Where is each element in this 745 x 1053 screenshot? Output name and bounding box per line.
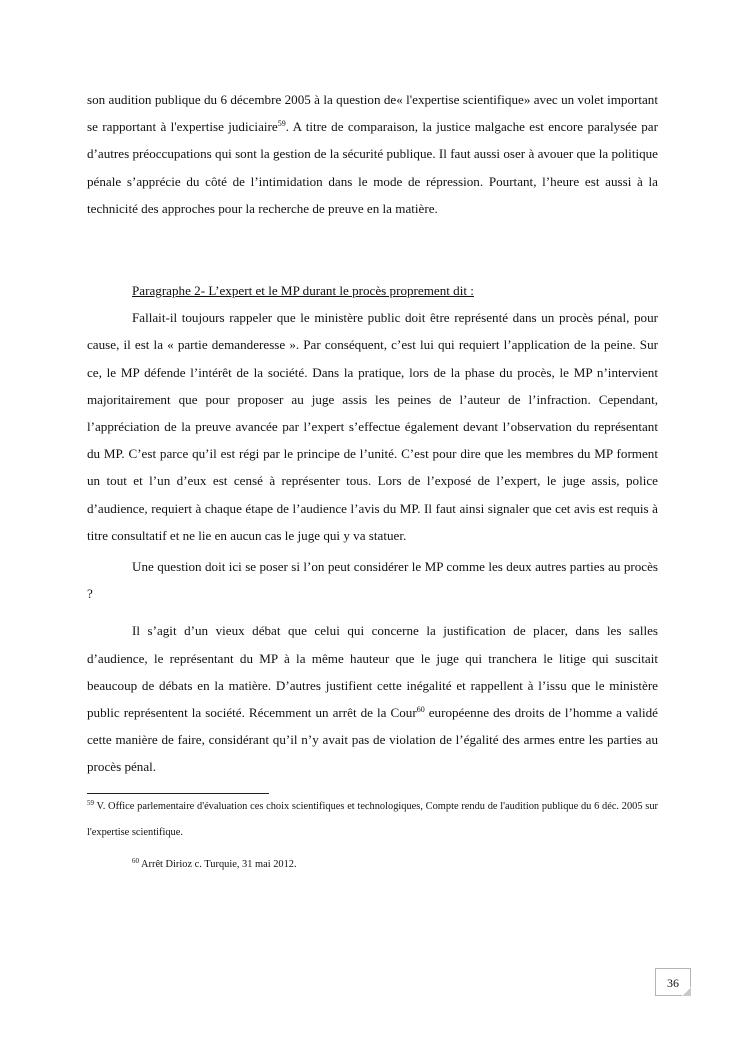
footnote-60-number: 60 bbox=[132, 856, 139, 865]
section-heading-text: Paragraphe 2- L’expert et le MP durant le procès proprement dit : bbox=[132, 283, 474, 299]
footnote-59-number: 59 bbox=[87, 798, 94, 807]
paragraph-debate-text-a: Il s’agit d’un vieux débat que celui qui concerne la justification de placer, dans les salles d’audience, le représentant du MP à la même hauteur que le juge qui tranchera le litige qui suscitait beaucoup de débats en la matière. D’autres justifient cette inégalité et rappellent à l’issu que le ministère public représentent la société. Récemment un arrêt de la Cour bbox=[87, 623, 658, 721]
footnote-ref-60[interactable]: 60 bbox=[416, 705, 425, 715]
paragraph-spacer bbox=[87, 607, 658, 617]
footnote-59 bbox=[87, 794, 658, 846]
paragraph-question: Une question doit ici se poser si l’on peut considérer le MP comme les deux autres parties au procès ? bbox=[87, 559, 658, 602]
paragraph-intro-text-b: . A titre de comparaison, la justice malgache est encore paralysée par d’autres préoccupations qui sont la gestion de la sécurité publique. Il faut aussi oser à avouer que la politique pénale s’apprécie du côté de l’intimidation dans le mode de répression. Pourtant, l’heure est aussi à la technicité des approches pour la recherche de preuve en la matière. bbox=[87, 119, 658, 216]
paragraph-debate bbox=[87, 617, 658, 780]
page-number: 36 bbox=[667, 976, 679, 990]
footnote-spacer bbox=[87, 781, 658, 793]
paragraph-intro bbox=[87, 86, 658, 222]
footnote-60-text: Arrêt Dirioz c. Turquie, 31 mai 2012. bbox=[139, 858, 297, 870]
document-page bbox=[87, 86, 658, 878]
footnote-60 bbox=[87, 852, 658, 878]
section-heading bbox=[87, 277, 658, 304]
footnote-ref-59[interactable]: 59 bbox=[277, 119, 286, 129]
section-spacer bbox=[87, 222, 658, 277]
paragraph-debate-text-b: européenne des droits de l’homme a validé cette manière de faire, considérant qu’il n’y avait pas de violation de l’égalité des armes entre les parties au procès pénal. bbox=[87, 705, 658, 775]
paragraph-mp-role: Fallait-il toujours rappeler que le ministère public doit être représenté dans un procès pénal, pour cause, il est la « partie demanderesse ». Par conséquent, c’est lui qui requiert l’application de la peine. Sur ce, le MP défende l’intérêt de la société. Dans la pratique, lors de la phase du procès, le MP n’intervient majoritairement que pour proposer au juge assis les peines de l’auteur de l’infraction. Cependant, l’appréciation de la preuve avancée par l’expert s’effectue également devant l’observation du représentant du MP. C’est parce qu’il est régi par le principe de l’unité. C’est pour dire que les membres du MP forment un tout et l’un d’eux est censé à représenter tous. Lors de l’exposé de l’expert, le juge assis, police d’audience, requiert à chaque étape de l’audience l’avis du MP. Il faut ainsi signaler que cet avis est requis à titre consultatif et ne lie en aucun cas le juge qui y va statuer. bbox=[87, 310, 658, 543]
paragraph-intro-text-a: son audition publique du 6 décembre 2005 à la question de« l'expertise scientifique» avec un volet important se rapportant à l'expertise judiciaire bbox=[87, 92, 658, 135]
footnote-59-text: V. Office parlementaire d'évaluation ces choix scientifiques et technologiques, Compte rendu de l'audition publique du 6 déc. 2005 sur l'expertise scientifique. bbox=[87, 800, 658, 838]
page-number-box bbox=[655, 968, 691, 996]
